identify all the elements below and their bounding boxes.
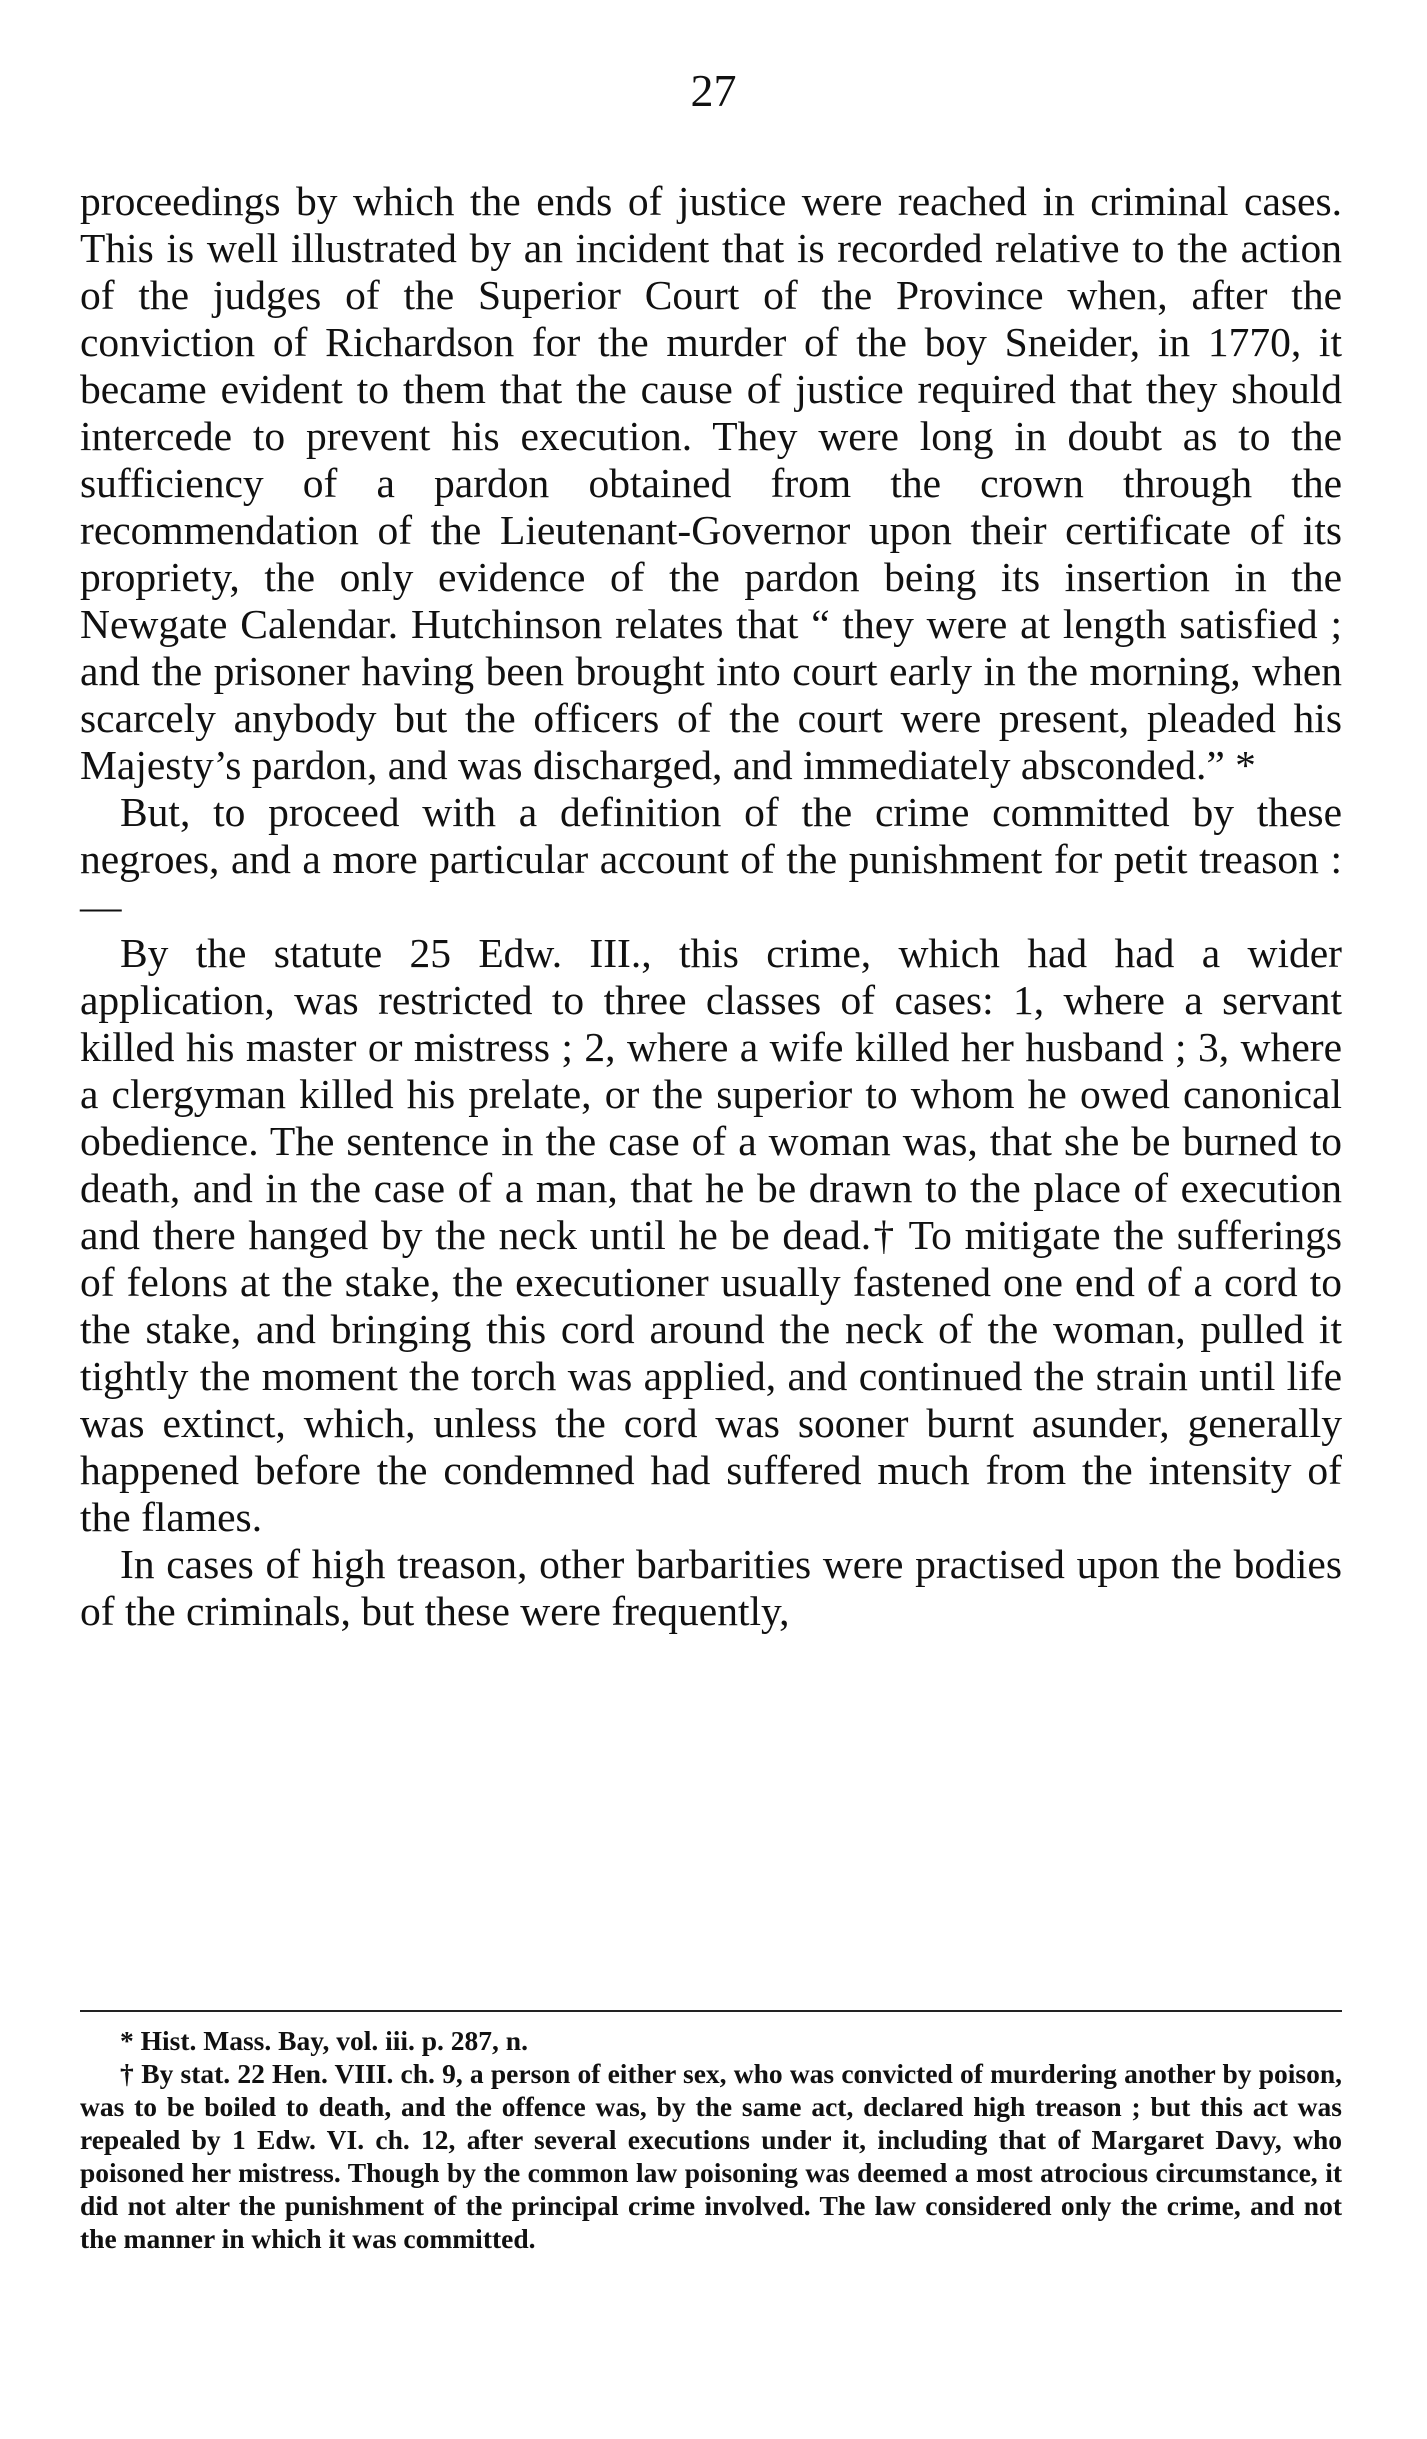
paragraph-statute: By the statute 25 Edw. III., this crime, which had had a wider application, was restricted to three classes of cases: 1, where a servant killed his master or mistress ; 2, where a wife killed her husband ; 3, where a clergyman killed his prelate, or the superior to whom he owed canonical obedience. The sentence in the case of a woman was, that she be burned to death, and in the case of a man, that he be drawn to the place of execution and there hanged by the neck until he be dead.† To mitigate the sufferings of felons at the stake, the executioner usually fastened one end of a cord to the stake, and bringing this cord around the neck of the woman, pulled it tightly the moment the torch was applied, and continued the strain until life was extinct, which, unless the cord was sooner burnt asunder, generally happened before the condemned had suffered much from the intensity of the flames. bbox=[80, 930, 1342, 1540]
page-number: 27 bbox=[690, 65, 737, 116]
footnote-asterisk: * Hist. Mass. Bay, vol. iii. p. 287, n. bbox=[120, 2025, 528, 2056]
footnote-dagger: † By stat. 22 Hen. VIII. ch. 9, a person of either sex, who was convicted of murdering another by poison, was to be boiled to death, and the offence was, by the same act, declared high treason ; but this act was repealed by 1 Edw. VI. ch. 12, after several executions under it, including that of Margaret Davy, who poisoned her mistress. Though by the common law poisoning was deemed a most atrocious circumstance, it did not alter the punishment of the principal crime involved. The law considered only the crime, and not the manner in which it was committed. bbox=[80, 2058, 1342, 2254]
footnotes bbox=[80, 2024, 1342, 2255]
paragraph-high-treason: In cases of high treason, other barbarities were practised upon the bodies of the criminals, but these were frequently, bbox=[80, 1541, 1342, 1634]
footnote-divider bbox=[80, 2010, 1342, 2012]
paragraph-definition: But, to proceed with a definition of the crime committed by these negroes, and a more particular account of the punishment for petit treason : — bbox=[80, 789, 1342, 929]
body-text bbox=[80, 178, 1342, 1635]
paragraph-continuation: proceedings by which the ends of justice were reached in criminal cases. This is well illustrated by an incident that is recorded relative to the action of the judges of the Superior Court of the Province when, after the conviction of Richardson for the murder of the boy Sneider, in 1770, it became evident to them that the cause of justice required that they should intercede to prevent his execution. They were long in doubt as to the sufficiency of a pardon obtained from the crown through the recommendation of the Lieutenant-Governor upon their certificate of its propriety, the only evidence of the pardon being its insertion in the Newgate Calendar. Hutchinson relates that “ they were at length satisfied ; and the prisoner having been brought into court early in the morning, when scarcely anybody but the officers of the court were present, pleaded his Majesty’s pardon, and was discharged, and immediately absconded.” * bbox=[80, 178, 1342, 788]
